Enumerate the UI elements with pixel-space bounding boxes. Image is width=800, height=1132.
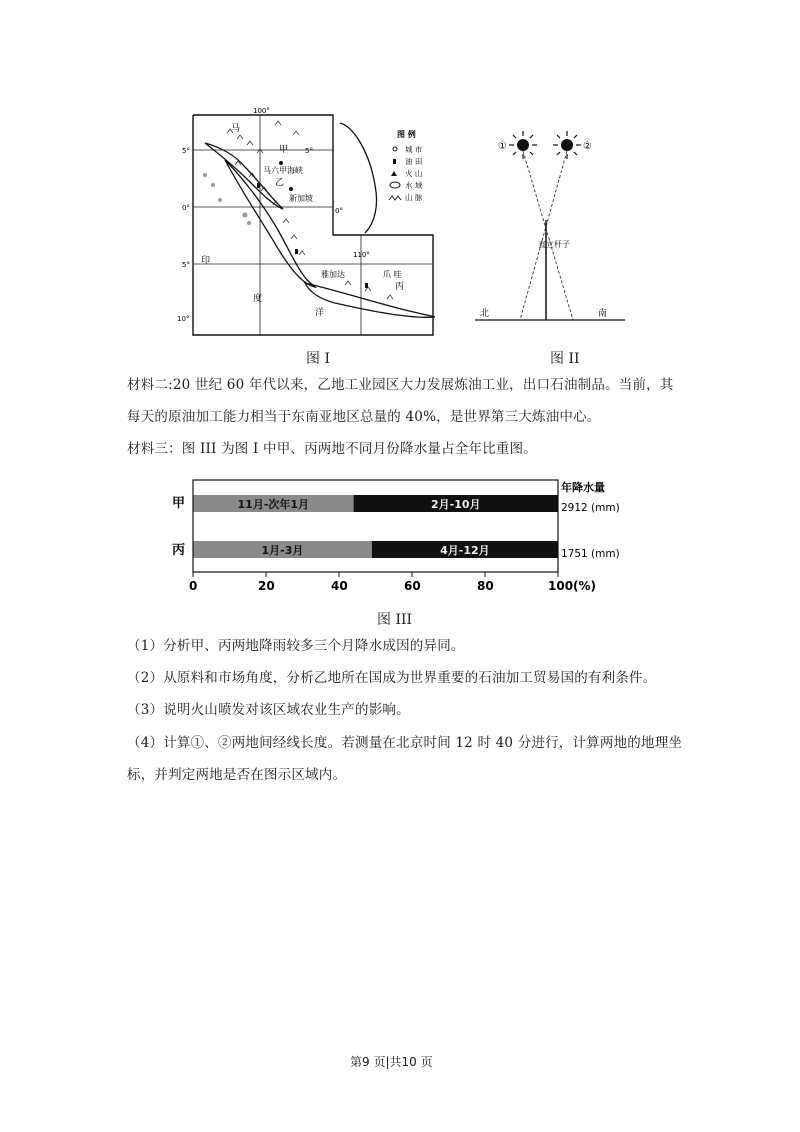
place-label-singapore: 新加坡 <box>289 194 313 203</box>
place-label-jia: 甲 <box>279 145 289 155</box>
material-two-line-2: 每天的原油加工能力相当于东南亚地区总量的 40%，是世界第三大炼油中心。 <box>127 409 601 425</box>
pole-label <box>538 239 570 249</box>
place-label-yin: 印 <box>201 256 211 266</box>
lat-label: 0° <box>182 204 190 212</box>
x-tick-label: 100(%) <box>548 579 597 593</box>
north-label: 北 <box>480 309 490 319</box>
question-4-line-1: （4）计算①、②两地间经线长度。若测量在北京时间 12 时 40 分进行，计算两地的地理坐 <box>127 735 683 751</box>
material-two-line-1: 材料二:20 世纪 60 年代以来，乙地工业园区大力发展炼油工业，出口石油制品。当前，其 <box>127 377 674 393</box>
svg-text:图 例: 图 例 <box>397 130 416 139</box>
annual-precip-jia: 2912 (mm) <box>561 502 620 514</box>
svg-text:火 山: 火 山 <box>405 169 423 178</box>
oilfield-icon <box>393 159 396 164</box>
mountain-icon <box>389 196 401 200</box>
map-legend <box>389 129 423 202</box>
city-marker <box>279 161 283 165</box>
malay-peninsula <box>205 143 283 209</box>
sun-label-1: ① <box>498 141 507 152</box>
svg-text:油 田: 油 田 <box>405 157 423 166</box>
segment-label: 4月-12月 <box>440 544 490 557</box>
question-4-line-2: 标，并判定两地是否在图示区域内。 <box>127 767 347 783</box>
sun-pole-figure <box>470 115 630 330</box>
lon-label: 100° <box>253 107 270 115</box>
x-tick-label: 0 <box>189 579 198 593</box>
figure-3-caption: 图 III <box>377 612 413 628</box>
segment-label: 11月-次年1月 <box>237 498 310 511</box>
sun-icon <box>509 131 537 159</box>
svg-text:城 市: 城 市 <box>405 145 423 154</box>
figure-2-caption: 图 II <box>550 351 580 367</box>
lat-label: 5° <box>182 147 190 155</box>
place-label-java: 爪 哇 <box>383 270 402 279</box>
place-label-yi: 乙 <box>275 178 285 188</box>
java-island <box>305 283 435 317</box>
material-three: 材料三：图 III 为图 I 中甲、丙两地不同月份降水量占全年比重图。 <box>127 441 537 457</box>
x-tick-label: 20 <box>258 579 275 593</box>
x-tick-label: 40 <box>331 579 348 593</box>
segment-label: 1月-3月 <box>261 544 304 557</box>
page-footer: 第9 页|共10 页 <box>350 1055 433 1069</box>
annual-precip-header: 年降水量 <box>561 481 605 494</box>
place-label-ma: 马 <box>231 124 241 134</box>
question-3: （3）说明火山喷发对该区域农业生产的影响。 <box>127 702 410 718</box>
lat-label: 5° <box>305 147 313 155</box>
city-icon <box>393 147 397 151</box>
water-icon <box>390 182 400 188</box>
lat-label: 5° <box>182 261 190 269</box>
question-2: （2）从原料和市场角度，分析乙地所在国成为世界重要的石油加工贸易国的有利条件。 <box>127 670 657 686</box>
category-label-bing: 丙 <box>172 543 186 558</box>
map-figure <box>165 105 465 345</box>
south-label: 南 <box>598 309 608 319</box>
x-tick-label: 60 <box>404 579 421 593</box>
oilfield-marker <box>365 283 368 288</box>
place-label-malacca: 马六甲海峡 <box>263 166 303 175</box>
annual-precip-bing: 1751 (mm) <box>561 548 620 560</box>
oilfield-marker <box>295 249 298 254</box>
svg-text:直立杆子: 直立杆子 <box>538 240 570 249</box>
sun-label-2: ② <box>583 141 592 152</box>
figure-1-caption: 图 I <box>306 351 330 367</box>
segment-label: 2月-10月 <box>431 498 481 511</box>
volcano-icon <box>391 171 397 176</box>
place-label-yang: 洋 <box>315 308 325 318</box>
place-label-jakarta: 雅加达 <box>321 270 345 279</box>
question-1: （1）分析甲、丙两地降雨较多三个月降水成因的异同。 <box>127 638 465 654</box>
place-label-bing: 丙 <box>395 282 405 292</box>
sun-icon <box>553 131 581 159</box>
precipitation-chart <box>165 475 655 600</box>
oilfield-marker <box>257 183 260 188</box>
svg-text:山 脉: 山 脉 <box>405 193 423 202</box>
place-label-du: 度 <box>253 294 263 304</box>
borneo-edge <box>340 123 377 233</box>
lat-label: 0° <box>335 207 343 215</box>
city-marker <box>289 187 293 191</box>
category-label-jia: 甲 <box>172 496 186 511</box>
svg-text:水 域: 水 域 <box>405 181 423 190</box>
lat-label: 10° <box>177 315 190 323</box>
lon-label: 110° <box>353 251 370 259</box>
sumatra-island <box>225 160 315 287</box>
x-tick-label: 80 <box>477 579 494 593</box>
